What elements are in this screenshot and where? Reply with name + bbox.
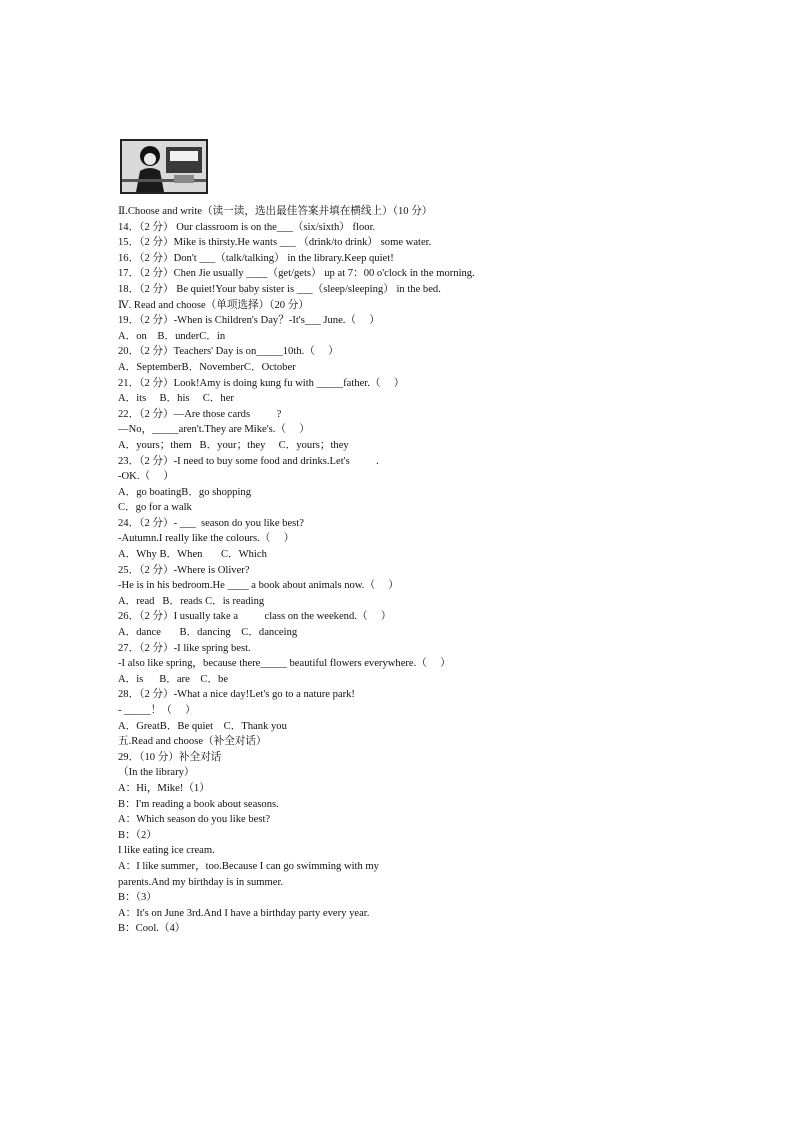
text-line: 25．（2 分）-Where is Oliver? <box>118 564 250 576</box>
text-line: parents.And my birthday is in summer. <box>118 876 284 888</box>
text-line: A．go boatingB．go shopping <box>118 486 252 498</box>
text-line: B：（2） <box>118 829 157 841</box>
text-line: 24．（2 分）- ___ season do you like best? <box>118 517 304 529</box>
text-line: I like eating ice cream. <box>118 845 215 857</box>
text-line: 14．（2 分） Our classroom is on the___（six/sixth） floor. <box>118 221 376 233</box>
text-line: B：（3） <box>118 892 157 904</box>
text-line: - _____！（ ） <box>118 705 196 716</box>
text-line: 21．（2 分）Look!Amy is doing kung fu with _____father.（ ） <box>118 377 405 389</box>
text-line: A．SeptemberB．NovemberC．October <box>118 361 296 373</box>
text-line: （In the library） <box>118 767 195 779</box>
text-line: —No，_____aren't.They are Mike's.（ ） <box>118 424 310 436</box>
text-line: 27．（2 分）-I like spring best. <box>118 642 251 654</box>
text-line: A：I like summer，too.Because I can go swimming with my <box>118 860 379 872</box>
text-line: A．GreatB．Be quiet C．Thank you <box>118 720 287 732</box>
text-line: 28．（2 分）-What a nice day!Let's go to a nature park! <box>118 689 355 701</box>
text-line: 17．（2 分）Chen Jie usually ____（get/gets） up at 7：00 o'clock in the morning. <box>118 268 475 280</box>
text-line: 18．（2 分） Be quiet!Your baby sister is ___（sleep/sleeping） in the bed. <box>118 283 441 295</box>
text-line: A：It's on June 3rd.And I have a birthday party every year. <box>118 907 370 919</box>
text-line: A．is B．are C．be <box>118 673 229 685</box>
text-line: B：I'm reading a book about seasons. <box>118 798 279 810</box>
worksheet-content <box>118 204 768 937</box>
text-line: A：Hi，Mike!（1） <box>118 782 210 794</box>
text-line: Ⅳ. Read and choose（单项选择）（20 分） <box>118 299 309 311</box>
text-line: A．on B．underC．in <box>118 330 226 342</box>
text-line: 五.Read and choose（补全对话） <box>118 736 267 748</box>
photo-icon <box>122 141 206 192</box>
photo-illustration <box>120 139 208 194</box>
text-line: A．Why B．When C．Which <box>118 549 267 561</box>
text-line: B：Cool.（4） <box>118 923 186 935</box>
text-line: 23．（2 分）-I need to buy some food and drinks.Let's . <box>118 455 379 467</box>
text-line: -I also like spring，because there_____ beautiful flowers everywhere.（ ） <box>118 658 451 670</box>
text-line: 26．（2 分）I usually take a class on the weekend.（ ） <box>118 611 392 623</box>
text-line: 22．（2 分）—Are those cards ? <box>118 408 282 420</box>
text-line: 16．（2 分）Don't ___（talk/talking） in the library.Keep quiet! <box>118 252 394 264</box>
text-line: 19．（2 分）-When is Children's Day？-It's___ June.（ ） <box>118 315 380 327</box>
text-line: A：Which season do you like best? <box>118 814 271 826</box>
text-line: C．go for a walk <box>118 502 192 514</box>
text-line: A．yours；them B．your；they C．yours；they <box>118 439 349 451</box>
text-line: 29．（10 分）补全对话 <box>118 751 222 763</box>
text-line: Ⅱ.Choose and write（读一读，选出最佳答案并填在横线上）（10 分） <box>118 206 433 217</box>
text-line: -Autumn.I really like the colours.（ ） <box>118 533 295 545</box>
text-line: A．its B．his C．her <box>118 393 234 405</box>
text-line: 15．（2 分）Mike is thirsty.He wants ___ （drink/to drink） some water. <box>118 237 432 249</box>
text-line: -He is in his bedroom.He ____ a book about animals now.（ ） <box>118 580 399 592</box>
text-line: 20．（2 分）Teachers' Day is on_____10th.（ ） <box>118 346 339 358</box>
text-line: A．read B．reads C．is reading <box>118 595 265 607</box>
text-line: -OK.（ ） <box>118 471 174 483</box>
text-line: A．dance B．dancing C．danceing <box>118 627 298 639</box>
